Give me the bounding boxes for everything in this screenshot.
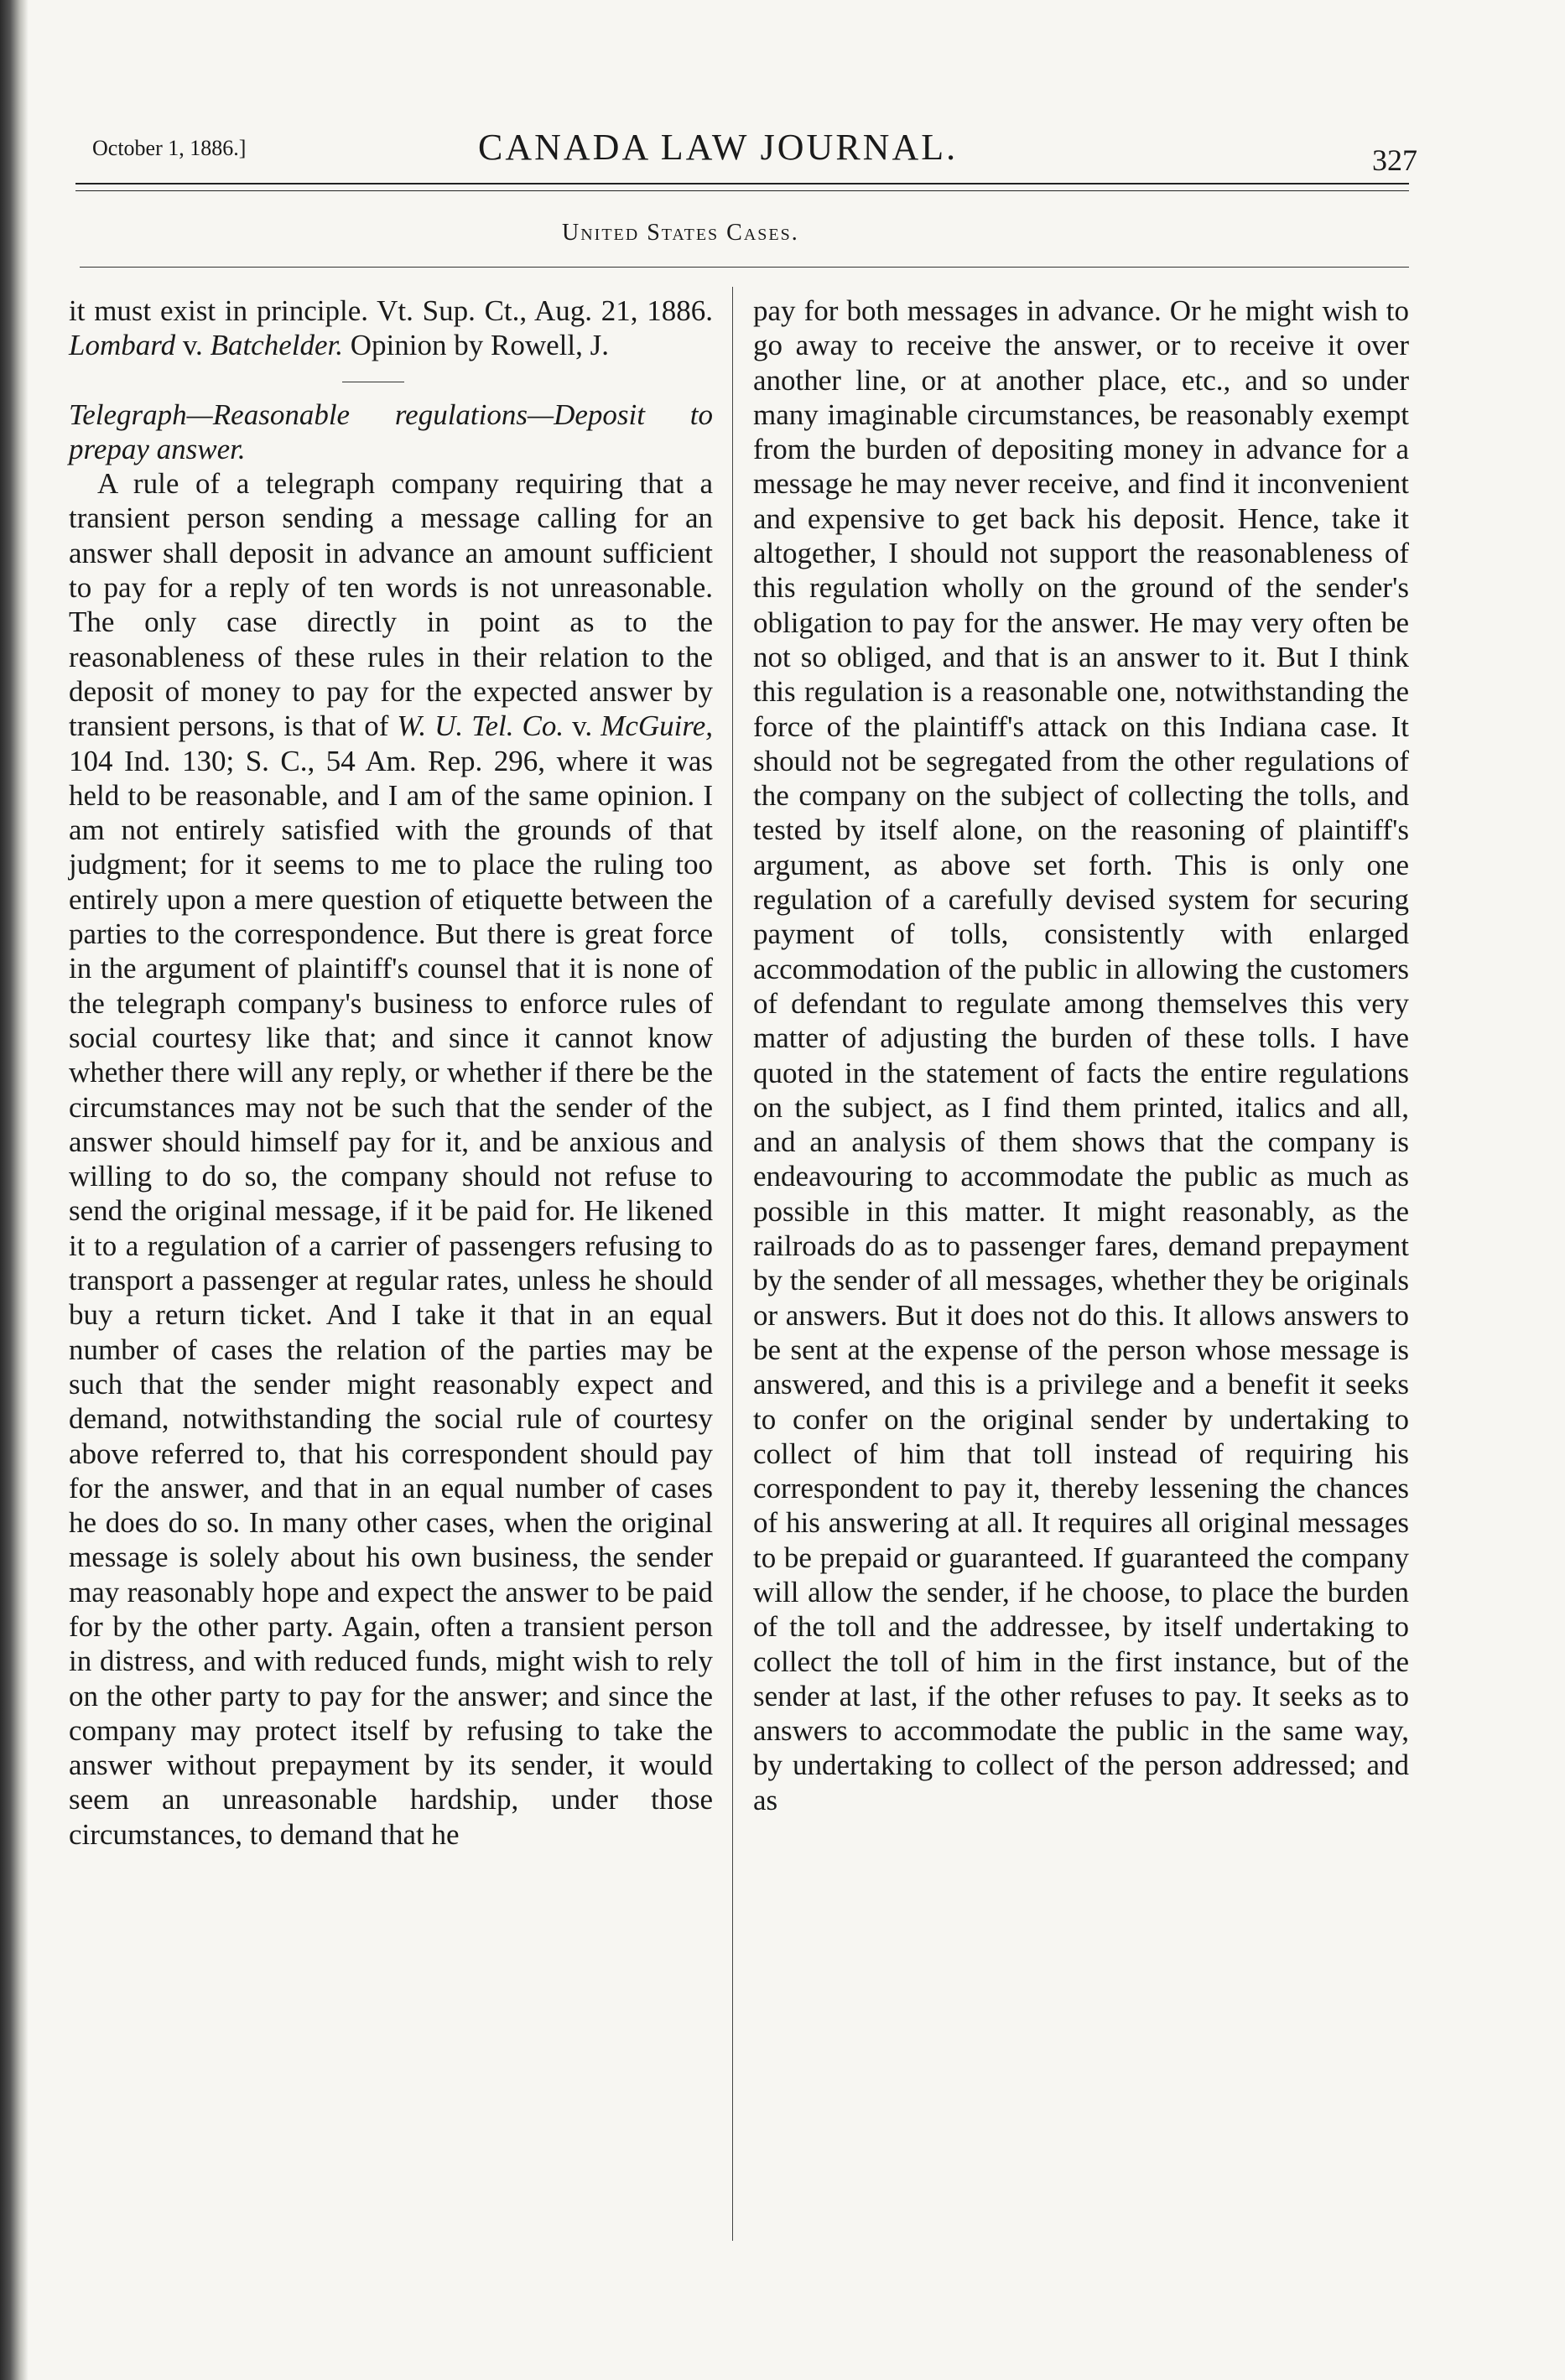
section-rule xyxy=(80,267,1409,268)
section-title: United States Cases. xyxy=(562,220,799,246)
cited-case-name-b: McGuire, xyxy=(601,709,714,743)
header-double-rule xyxy=(75,183,1409,191)
issue-date: October 1, 1886.] xyxy=(92,136,247,160)
page-number: 327 xyxy=(1372,143,1417,177)
topic-heading: Telegraph—Reasonable regulations—Deposit to prepay answer. xyxy=(69,398,713,465)
running-head xyxy=(92,126,1417,176)
opinion-continued: pay for both messages in advance. Or he might wish to go away to receive the answer, or to receive it over another line, or at another place, etc., and so under many imaginable circumstances, be reasonably exempt from the burden of depositing money in advance for a message he may never receive, and find it inconvenient and expensive to get back his deposit. Hence, take it altogether, I should not support the reasonableness of this regulation wholly on the ground of the sender's obligation to pay for the answer. He may very often be not so obliged, and that is an answer to it. But I think this regulation is a reasonable one, notwithstanding the force of the plaintiff's attack on this Indiana case. It should not be segregated from the other regulations of the company on the subject of collecting the tolls, and tested by itself alone, on the reasoning of plaintiff's argument, as above set forth. This is only one regulation of a carefully devised system for securing payment of tolls, consistently with enlarged accommodation of the public in allowing the customers of defendant to regulate among themselves this very matter of adjusting the burden of these tolls. I have quoted in the statement of facts the entire regulations on the subject, as I find them printed, italics and all, and an analysis of them shows that the company is endeavouring to accommodate the public as much as possible in this matter. It might reasonably, as the railroads do as to passenger fares, demand prepayment by the sender of all messages, whether they be originals or answers. But it does not do this. It allows answers to be sent at the expense of the person whose message is answered, and this is a privilege and a benefit it seeks to confer on the original sender by undertaking to collect of him that toll instead of requiring his correspondent to pay it, thereby lessening the chances of his answering at all. It requires all original messages to be prepaid or guaranteed. If guaranteed the company will allow the sender, if he choose, to place the burden of the toll and the addressee, by itself undertaking to collect the toll of him in the first instance, but of the sender at last, if the other refuses to pay. It seeks as to answers to accommodate the public in the same way, by undertaking to collect of the person addressed; and as xyxy=(753,294,1409,1816)
case-citation-end: it must exist in principle. Vt. Sup. Ct., Aug. 21, 1886. Lombard v. Batchelder. Opinion by Rowell, J. xyxy=(69,294,713,362)
book-binding-edge xyxy=(0,0,29,2380)
journal-title: CANADA LAW JOURNAL. xyxy=(478,127,959,168)
cited-case-name: W. U. Tel. Co. xyxy=(397,709,564,743)
case-name-plaintiff: Lombard xyxy=(69,329,176,362)
case-name-defendant: Batchelder. xyxy=(210,329,343,362)
right-column xyxy=(753,294,1409,1817)
left-column xyxy=(69,294,713,1852)
column-divider xyxy=(732,287,733,2241)
opinion-paragraph: A rule of a telegraph company requiring that a transient person sending a message calling for an answer shall deposit in advance an amount sufficient to pay for a reply of ten words is not unreasonable. The only case directly in point as to the reasonableness of these rules in their relation to the deposit of money to pay for the expected answer by transient persons, is that of W. U. Tel. Co. v. McGuire, 104 Ind. 130; S. C., 54 Am. Rep. 296, where it was held to be reasonable, and I am of the same opinion. I am not entirely satisfied with the grounds of that judgment; for it seems to me to place the ruling too entirely upon a mere question of etiquette between the parties to the correspondence. But there is great force in the argument of plaintiff's counsel that it is none of the telegraph company's business to enforce rules of social courtesy like that; and since it cannot know whether there will any reply, or whether if there be the circumstances may not be such that the sender of the answer should himself pay for it, and be anxious and willing to do so, the company should not refuse to send the original message, if it be paid for. He likened it to a regulation of a carrier of passengers refusing to transport a passenger at regular rates, unless he should buy a return ticket. And I take it that in an equal number of cases the relation of the parties may be such that the sender might reasonably expect and demand, notwithstanding the social rule of courtesy above referred to, that his correspondent should pay for the answer, and that in an equal number of cases he does do so. In many other cases, when the original message is solely about his own business, the sender may reasonably hope and expect the answer to be paid for by the other party. Again, often a transient person in distress, and with reduced funds, might wish to rely on the other party to pay for the answer; and since the company may protect itself by refusing to take the answer without prepayment by its sender, it would seem an unreasonable hardship, under those circumstances, to demand that he xyxy=(69,467,714,1851)
